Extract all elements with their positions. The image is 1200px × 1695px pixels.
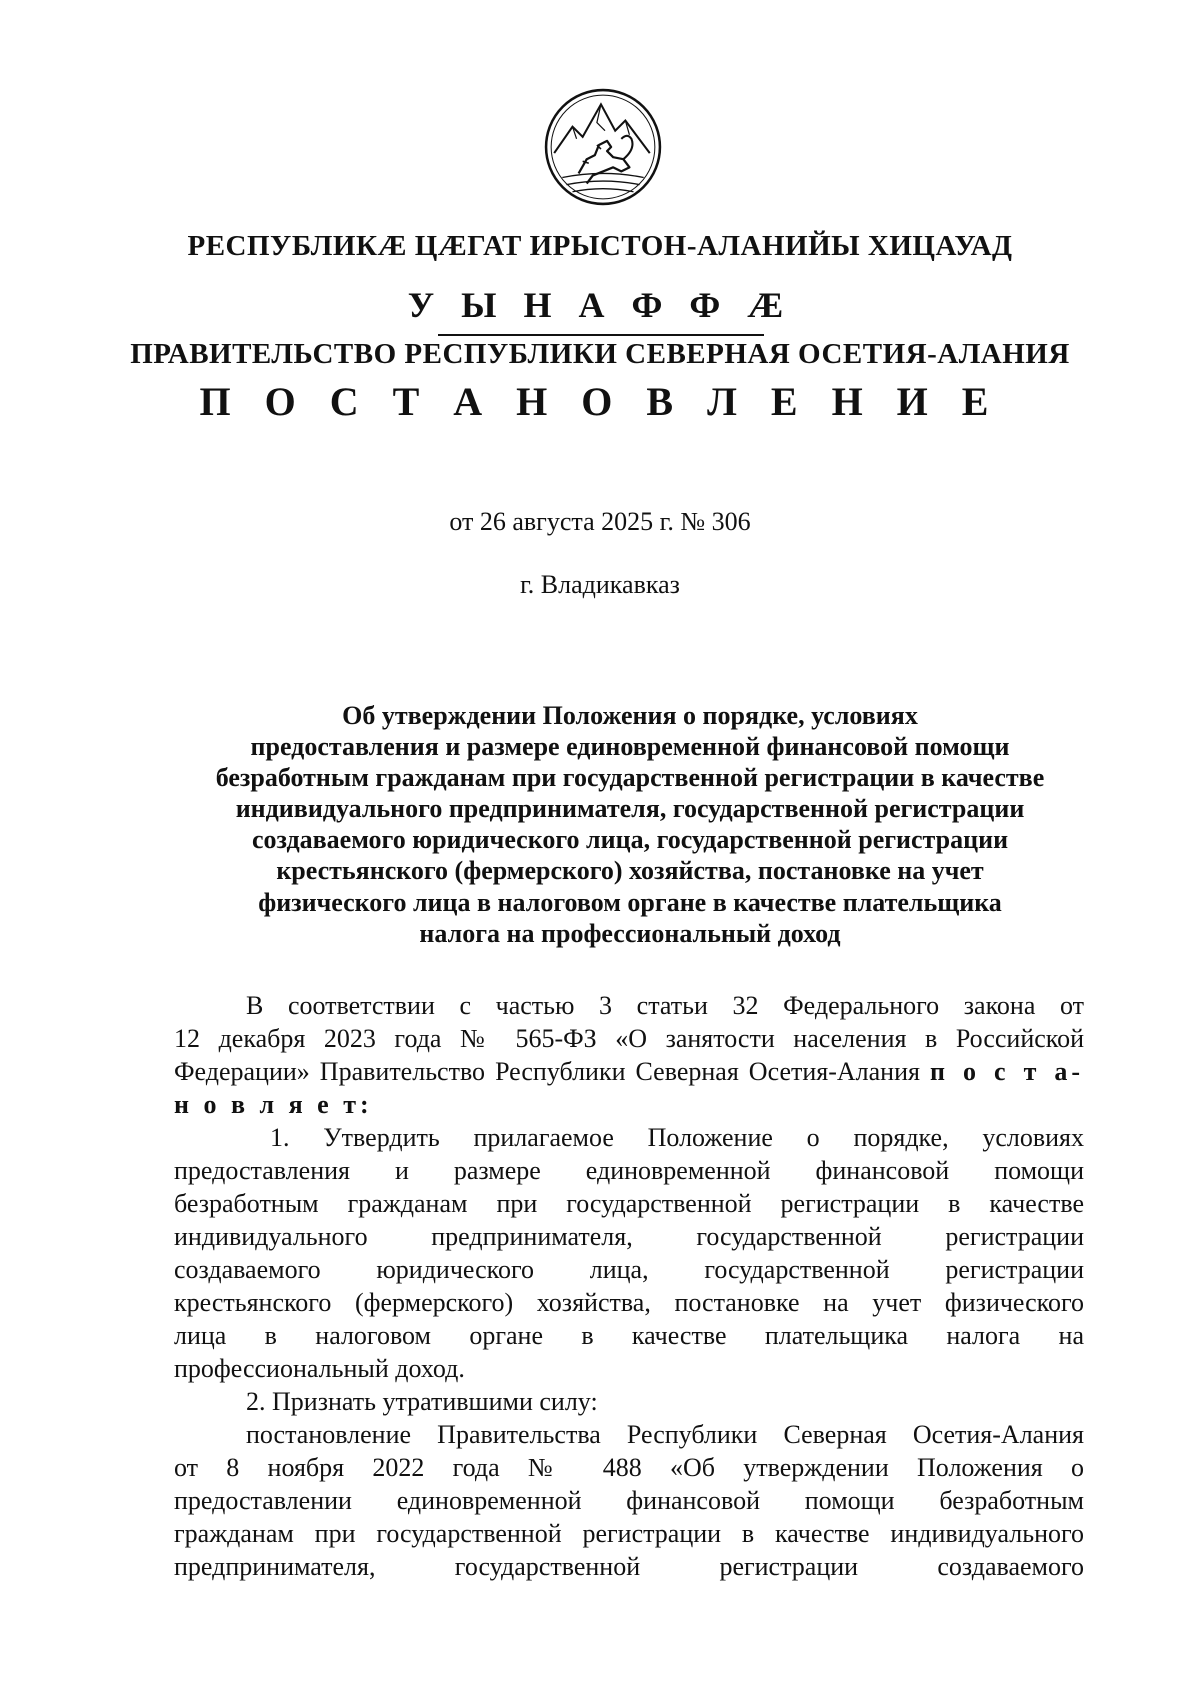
item-2-line: гражданам при государственной регистрации в качестве индивидуального xyxy=(174,1519,1084,1548)
coat-of-arms-emblem xyxy=(542,86,664,208)
russian-government-name: ПРАВИТЕЛЬСТВО РЕСПУБЛИКИ СЕВЕРНАЯ ОСЕТИЯ-АЛАНИЯ xyxy=(130,338,1070,370)
item-2-line: от 8 ноября 2022 года № 488 «Об утверждении Положения о xyxy=(174,1453,1084,1482)
decree-body xyxy=(174,989,1084,1583)
decree-word-part-1: п о с т а- xyxy=(930,1057,1085,1086)
title-line: индивидуального предпринимателя, государственной регистрации xyxy=(235,794,1025,824)
decree-word-part-2: н о в л я е т: xyxy=(174,1090,373,1119)
item-1-line: безработным гражданам при государственной регистрации в качестве xyxy=(174,1189,1084,1218)
preamble-line-with-decree-word xyxy=(174,1055,1084,1088)
preamble-line: 12 декабря 2023 года № 565-ФЗ «О занятости населения в Российской xyxy=(174,1024,1084,1053)
ossetian-document-type: У Ы Н А Ф Ф Æ xyxy=(407,285,793,325)
title-line: крестьянского (фермерского) хозяйства, постановке на учет xyxy=(276,856,984,886)
item-1-line: крестьянского (фермерского) хозяйства, постановке на учет физического xyxy=(174,1288,1084,1317)
ossetian-government-name: РЕСПУБЛИКÆ ЦÆГАТ ИРЫСТОН-АЛАНИЙЫ ХИЦАУАД xyxy=(187,230,1013,262)
title-line: налога на профессиональный доход xyxy=(419,918,841,948)
item-1-line: создаваемого юридического лица, государственной регистрации xyxy=(174,1255,1084,1284)
title-line: Об утверждении Положения о порядке, условиях xyxy=(342,701,918,730)
preamble-line: Федерации» Правительство Республики Северная Осетия-Алания xyxy=(174,1057,920,1086)
preamble-line: В соответствии с частью 3 статьи 32 Федерального закона от xyxy=(246,991,1084,1020)
item-1-line: предоставления и размере единовременной финансовой помощи xyxy=(174,1156,1084,1185)
item-1-line: лица в налоговом органе в качестве плательщика налога на xyxy=(174,1321,1084,1350)
title-line: предоставления и размере единовременной финансовой помощи xyxy=(250,732,1010,762)
item-1-line: индивидуального предпринимателя, государственной регистрации xyxy=(174,1222,1084,1251)
item-2-heading: 2. Признать утратившими силу: xyxy=(246,1387,598,1416)
item-2-line: предоставлении единовременной финансовой помощи безработным xyxy=(174,1486,1084,1515)
item-1-line: профессиональный доход. xyxy=(174,1354,465,1383)
title-line: безработным гражданам при государственной регистрации в качестве xyxy=(215,763,1045,793)
item-2-line: предпринимателя, государственной регистрации создаваемого xyxy=(174,1552,1084,1581)
russian-document-type: П О С Т А Н О В Л Е Н И Е xyxy=(199,379,1001,424)
title-line: создаваемого юридического лица, государственной регистрации xyxy=(251,825,1009,855)
city: г. Владикавказ xyxy=(520,570,680,599)
item-2-line: постановление Правительства Республики Северная Осетия-Алания xyxy=(246,1420,1084,1449)
title-line: физического лица в налоговом органе в качестве плательщика xyxy=(258,887,1002,917)
item-1-line: 1. Утвердить прилагаемое Положение о порядке, условиях xyxy=(270,1123,1084,1152)
decree-title xyxy=(170,700,1090,949)
decree-word-line xyxy=(174,1088,1084,1121)
date-and-number: от 26 августа 2025 г. № 306 xyxy=(449,507,751,536)
header-divider xyxy=(438,334,764,336)
